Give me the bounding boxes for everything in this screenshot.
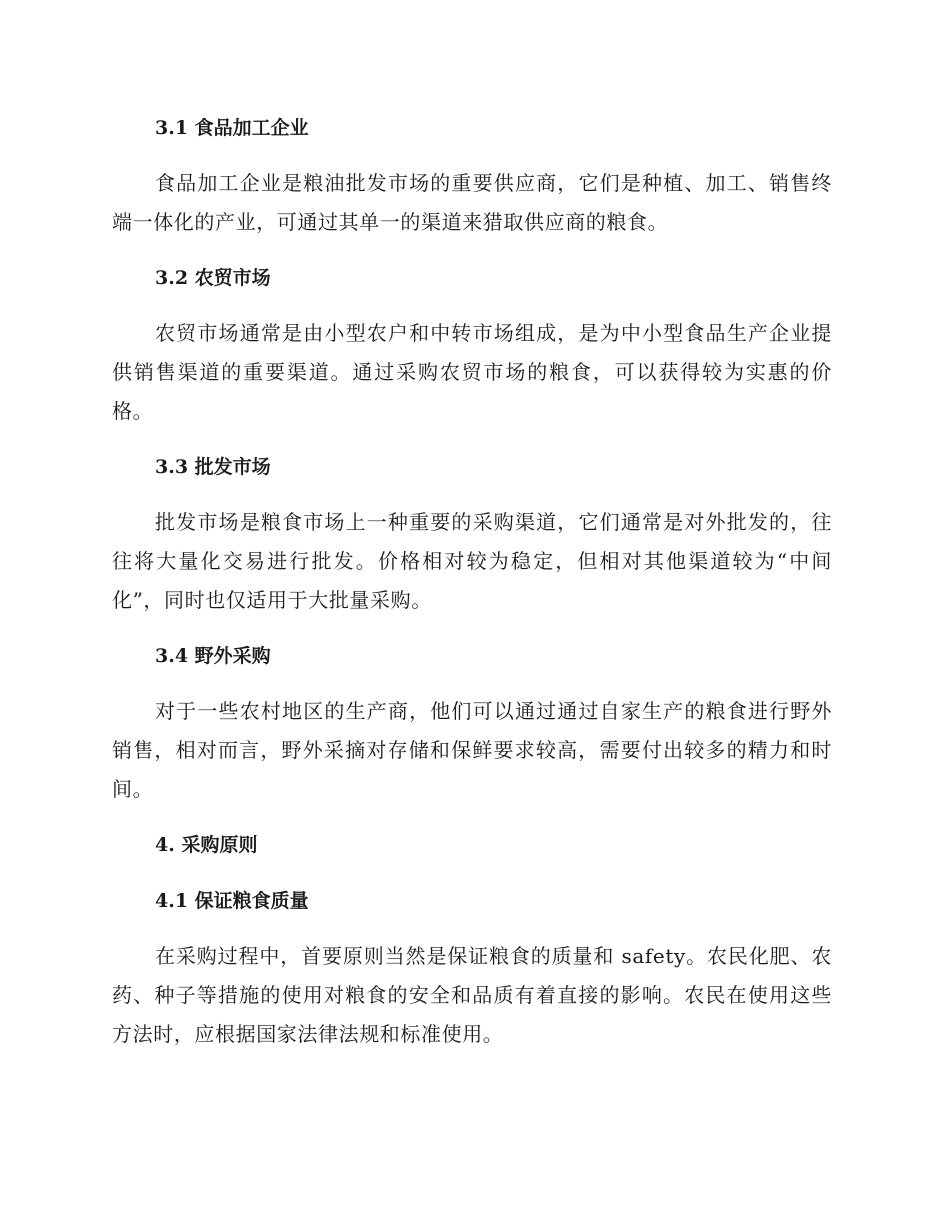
section-heading-4: 4. 采购原则 [155,834,258,856]
section-heading-3-3: 3.3 批发市场 [155,456,271,478]
section-heading-3-2: 3.2 农贸市场 [155,267,271,289]
section-paragraph-3-2: 农贸市场通常是由小型农户和中转市场组成，是为中小型食品生产企业提供销售渠道的重要渠道。通过采购农贸市场的粮食，可以获得较为实惠的价格。 [112,321,832,423]
section-heading-4-1: 4.1 保证粮食质量 [155,890,309,912]
section-heading-3-4: 3.4 野外采购 [155,645,271,667]
section-paragraph-4-1: 在采购过程中，首要原则当然是保证粮食的质量和 safety。农民化肥、农药、种子等措施的使用对粮食的安全和品质有着直接的影响。农民在使用这些方法时，应根据国家法律法规和标准使用。 [112,944,832,1046]
section-paragraph-3-4: 对于一些农村地区的生产商，他们可以通过通过自家生产的粮食进行野外销售，相对而言，野外采摘对存储和保鲜要求较高，需要付出较多的精力和时间。 [112,699,832,801]
document-page [112,108,832,1054]
section-paragraph-3-1: 食品加工企业是粮油批发市场的重要供应商，它们是种植、加工、销售终端一体化的产业，可通过其单一的渠道来猎取供应商的粮食。 [112,171,832,234]
section-heading-3-1: 3.1 食品加工企业 [155,117,309,139]
section-paragraph-3-3: 批发市场是粮食市场上一种重要的采购渠道，它们通常是对外批发的，往往将大量化交易进行批发。价格相对较为稳定，但相对其他渠道较为“中间化”，同时也仅适用于大批量采购。 [112,510,832,612]
